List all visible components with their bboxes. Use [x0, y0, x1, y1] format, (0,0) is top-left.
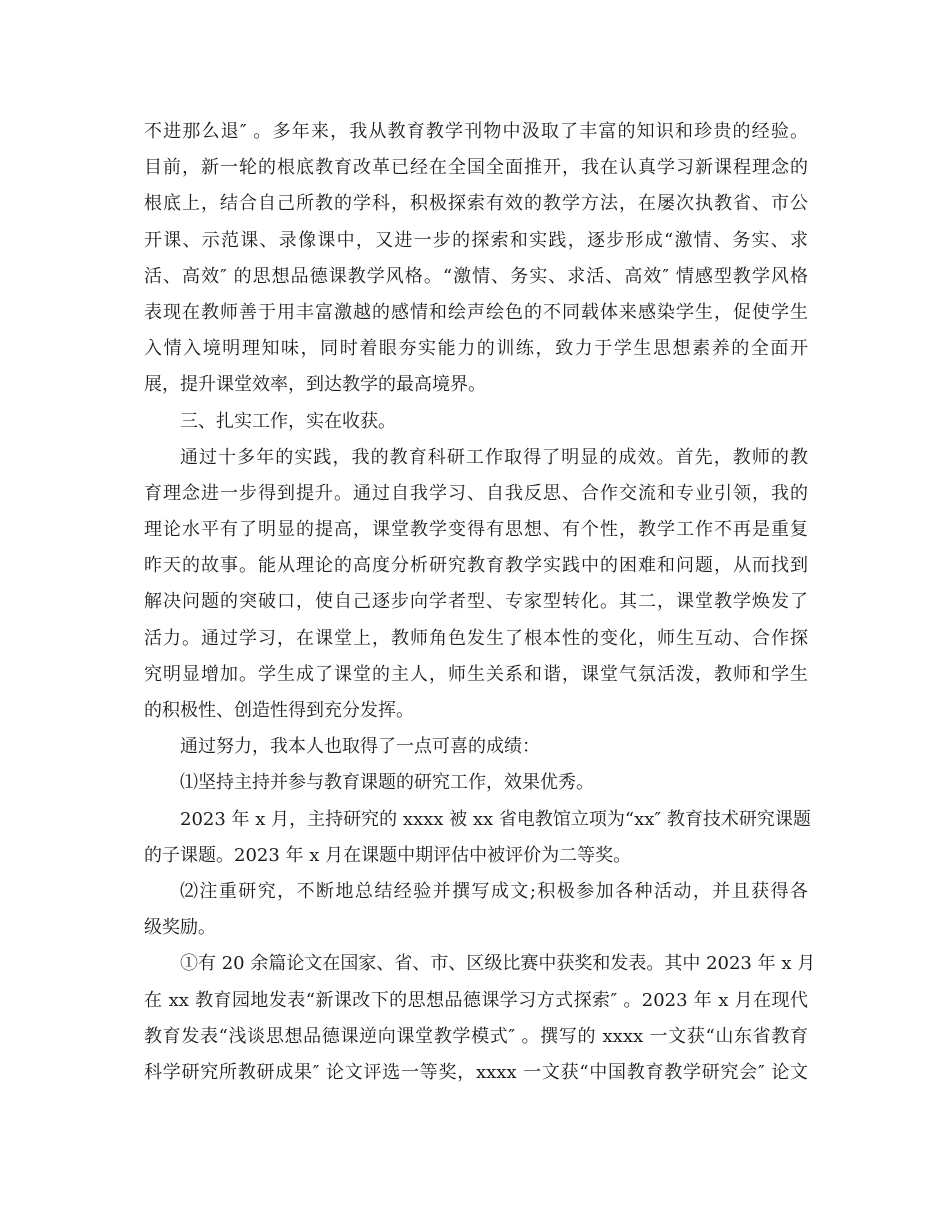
text-line: 育理念进一步得到提升。通过自我学习、自我反思、合作交流和专业引领，我的 — [144, 482, 808, 504]
text-line: ⑴坚持主持并参与教育课题的研究工作，效果优秀。 — [180, 772, 594, 794]
text-line: 的子课题。2023 年 x 月在课题中期评估中被评价为二等奖。 — [144, 844, 632, 866]
text-line: 不进那么退″ 。多年来，我从教育教学刊物中汲取了丰富的知识和珍贵的经验。 — [144, 121, 808, 142]
text-line: ⑵注重研究，不断地总结经验并撰写成文;积极参加各种活动，并且获得各 — [180, 880, 808, 902]
text-line: 通过努力，我本人也取得了一点可喜的成绩： — [180, 736, 540, 758]
text-line: 教育发表“浅谈思想品德课逆向课堂教学模式″ 。撰写的 xxxx 一文获“山东省教育 — [144, 1025, 808, 1047]
text-line: 通过十多年的实践，我的教育科研工作取得了明显的成效。首先，教师的教 — [180, 446, 808, 468]
text-line: 活力。通过学习，在课堂上，教师角色发生了根本性的变化，师生互动、合作探 — [144, 627, 808, 649]
text-line: 展，提升课堂效率，到达教学的最高境界。 — [144, 374, 486, 396]
text-line: 级奖励。 — [144, 917, 216, 939]
text-line: 2023 年 x 月，主持研究的 xxxx 被 xx 省电教馆立项为“xx″ 教育技术研究课题 — [180, 808, 811, 830]
text-line: 昨天的故事。能从理论的高度分析研究教育教学实践中的困难和问题，从而找到 — [144, 555, 808, 577]
text-line: 科学研究所教研成果″ 论文评选一等奖，xxxx 一文获“中国教育教学研究会″ 论文 — [144, 1061, 808, 1083]
text-line: 活、高效″ 的思想品德课教学风格。“激情、务实、求活、高效″ 情感型教学风格 — [144, 265, 808, 287]
text-line: 解决问题的突破口，使自己逐步向学者型、专家型转化。其二，课堂教学焕发了 — [144, 591, 808, 613]
text-line: 根底上，结合自己所教的学科，积极探索有效的教学方法，在屡次执教省、市公 — [144, 193, 808, 215]
text-line: ①有 20 余篇论文在国家、省、市、区级比赛中获奖和发表。其中 2023 年 x 月 — [180, 953, 816, 975]
text-line: 表现在教师善于用丰富激越的感情和绘声绘色的不同载体来感染学生，促使学生 — [144, 301, 808, 323]
text-line: 三、扎实工作，实在收获。 — [180, 410, 396, 432]
text-line: 入情入境明理知味，同时着眼夯实能力的训练，致力于学生思想素养的全面开 — [144, 338, 808, 360]
text-line: 的积极性、创造性得到充分发挥。 — [144, 700, 414, 721]
text-line: 开课、示范课、录像课中，又进一步的探索和实践，逐步形成“激情、务实、求 — [144, 229, 808, 251]
text-line: 目前，新一轮的根底教育改革已经在全国全面推开，我在认真学习新课程理念的 — [144, 157, 808, 179]
text-line: 在 xx 教育园地发表“新课改下的思想品德课学习方式探索″ 。2023 年 x 月在现代 — [144, 989, 808, 1011]
text-line: 理论水平有了明显的提高，课堂教学变得有思想、有个性，教学工作不再是重复 — [144, 519, 808, 541]
document-body — [144, 114, 816, 1091]
text-line: 究明显增加。学生成了课堂的主人，师生关系和谐，课堂气氛活泼，教师和学生 — [144, 663, 808, 685]
